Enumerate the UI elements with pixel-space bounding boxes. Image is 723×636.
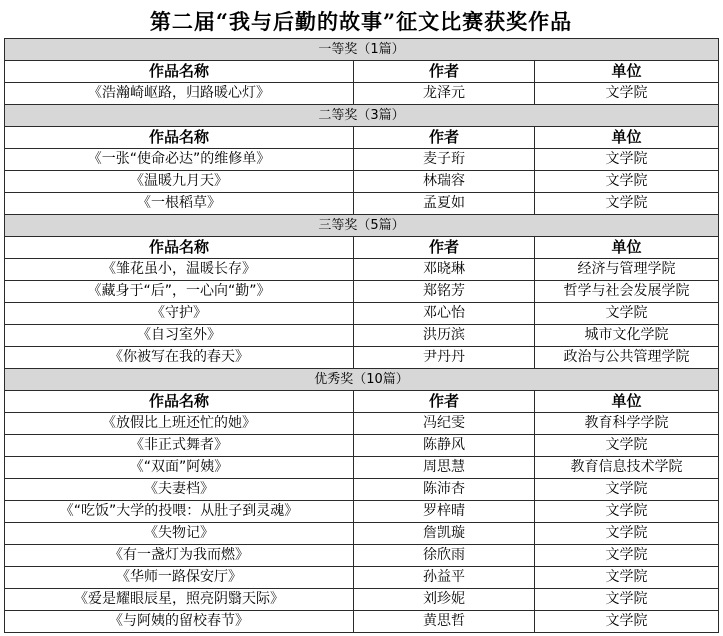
work-name: 《非正式舞者》	[5, 435, 354, 457]
work-name: 《守护》	[5, 303, 354, 325]
unit-name: 文学院	[535, 435, 719, 457]
unit-name: 文学院	[535, 303, 719, 325]
author-name: 孟夏如	[354, 193, 535, 215]
award-table	[4, 38, 719, 633]
table-row	[5, 501, 719, 523]
unit-name: 文学院	[535, 523, 719, 545]
unit-name: 哲学与社会发展学院	[535, 281, 719, 303]
section-header-row	[5, 105, 719, 127]
column-header-row	[5, 237, 719, 259]
column-header-author: 作者	[354, 61, 535, 83]
author-name: 詹凯璇	[354, 523, 535, 545]
table-row	[5, 325, 719, 347]
author-name: 徐欣雨	[354, 545, 535, 567]
section-header-row	[5, 369, 719, 391]
author-name: 麦子珩	[354, 149, 535, 171]
unit-name: 教育科学学院	[535, 413, 719, 435]
column-header-name: 作品名称	[5, 391, 354, 413]
author-name: 黄思哲	[354, 611, 535, 633]
table-row	[5, 589, 719, 611]
table-row	[5, 149, 719, 171]
column-header-row	[5, 61, 719, 83]
section-header-row	[5, 215, 719, 237]
unit-name: 文学院	[535, 193, 719, 215]
column-header-row	[5, 391, 719, 413]
work-name: 《温暖九月天》	[5, 171, 354, 193]
table-row	[5, 259, 719, 281]
author-name: 罗梓晴	[354, 501, 535, 523]
work-name: 《雏花虽小，温暖长存》	[5, 259, 354, 281]
author-name: 孙益平	[354, 567, 535, 589]
author-name: 邓心怡	[354, 303, 535, 325]
column-header-unit: 单位	[535, 237, 719, 259]
section-label: 二等奖（3篇）	[5, 105, 719, 127]
column-header-row	[5, 127, 719, 149]
work-name: 《藏身于“后”，一心向“勤”》	[5, 281, 354, 303]
column-header-author: 作者	[354, 391, 535, 413]
table-row	[5, 479, 719, 501]
column-header-author: 作者	[354, 237, 535, 259]
work-name: 《华师一路保安厅》	[5, 567, 354, 589]
table-row	[5, 171, 719, 193]
column-header-name: 作品名称	[5, 61, 354, 83]
table-row	[5, 83, 719, 105]
work-name: 《一张“使命必达”的维修单》	[5, 149, 354, 171]
table-row	[5, 523, 719, 545]
table-row	[5, 611, 719, 633]
unit-name: 文学院	[535, 545, 719, 567]
author-name: 周思慧	[354, 457, 535, 479]
work-name: 《“双面”阿姨》	[5, 457, 354, 479]
unit-name: 文学院	[535, 149, 719, 171]
work-name: 《夫妻档》	[5, 479, 354, 501]
author-name: 邓晓琳	[354, 259, 535, 281]
author-name: 陈沛杏	[354, 479, 535, 501]
author-name: 龙泽元	[354, 83, 535, 105]
column-header-unit: 单位	[535, 61, 719, 83]
unit-name: 文学院	[535, 171, 719, 193]
section-header-row	[5, 39, 719, 61]
unit-name: 文学院	[535, 83, 719, 105]
work-name: 《你被写在我的春天》	[5, 347, 354, 369]
table-row	[5, 435, 719, 457]
work-name: 《爱是耀眼辰星，照亮阴翳天际》	[5, 589, 354, 611]
unit-name: 文学院	[535, 567, 719, 589]
unit-name: 城市文化学院	[535, 325, 719, 347]
table-row	[5, 545, 719, 567]
work-name: 《“吃饭”大学的投喂：从肚子到灵魂》	[5, 501, 354, 523]
author-name: 陈静风	[354, 435, 535, 457]
unit-name: 教育信息技术学院	[535, 457, 719, 479]
table-row	[5, 303, 719, 325]
column-header-name: 作品名称	[5, 237, 354, 259]
table-row	[5, 281, 719, 303]
award-table-body	[5, 39, 719, 633]
award-list-sheet	[4, 6, 718, 633]
work-name: 《失物记》	[5, 523, 354, 545]
table-row	[5, 347, 719, 369]
author-name: 洪历滨	[354, 325, 535, 347]
author-name: 冯纪雯	[354, 413, 535, 435]
unit-name: 文学院	[535, 611, 719, 633]
work-name: 《浩瀚崎岖路，归路暖心灯》	[5, 83, 354, 105]
unit-name: 经济与管理学院	[535, 259, 719, 281]
page-title: 第二届“我与后勤的故事”征文比赛获奖作品	[149, 9, 573, 34]
work-name: 《一根稻草》	[5, 193, 354, 215]
unit-name: 政治与公共管理学院	[535, 347, 719, 369]
work-name: 《与阿姨的留校春节》	[5, 611, 354, 633]
column-header-name: 作品名称	[5, 127, 354, 149]
column-header-author: 作者	[354, 127, 535, 149]
unit-name: 文学院	[535, 501, 719, 523]
author-name: 林瑞容	[354, 171, 535, 193]
table-row	[5, 457, 719, 479]
unit-name: 文学院	[535, 589, 719, 611]
table-row	[5, 193, 719, 215]
unit-name: 文学院	[535, 479, 719, 501]
section-label: 优秀奖（10篇）	[5, 369, 719, 391]
author-name: 尹丹丹	[354, 347, 535, 369]
section-label: 一等奖（1篇）	[5, 39, 719, 61]
work-name: 《有一盏灯为我而燃》	[5, 545, 354, 567]
column-header-unit: 单位	[535, 127, 719, 149]
work-name: 《自习室外》	[5, 325, 354, 347]
work-name: 《放假比上班还忙的她》	[5, 413, 354, 435]
table-row	[5, 413, 719, 435]
author-name: 郑铭芳	[354, 281, 535, 303]
section-label: 三等奖（5篇）	[5, 215, 719, 237]
table-row	[5, 567, 719, 589]
column-header-unit: 单位	[535, 391, 719, 413]
author-name: 刘珍妮	[354, 589, 535, 611]
